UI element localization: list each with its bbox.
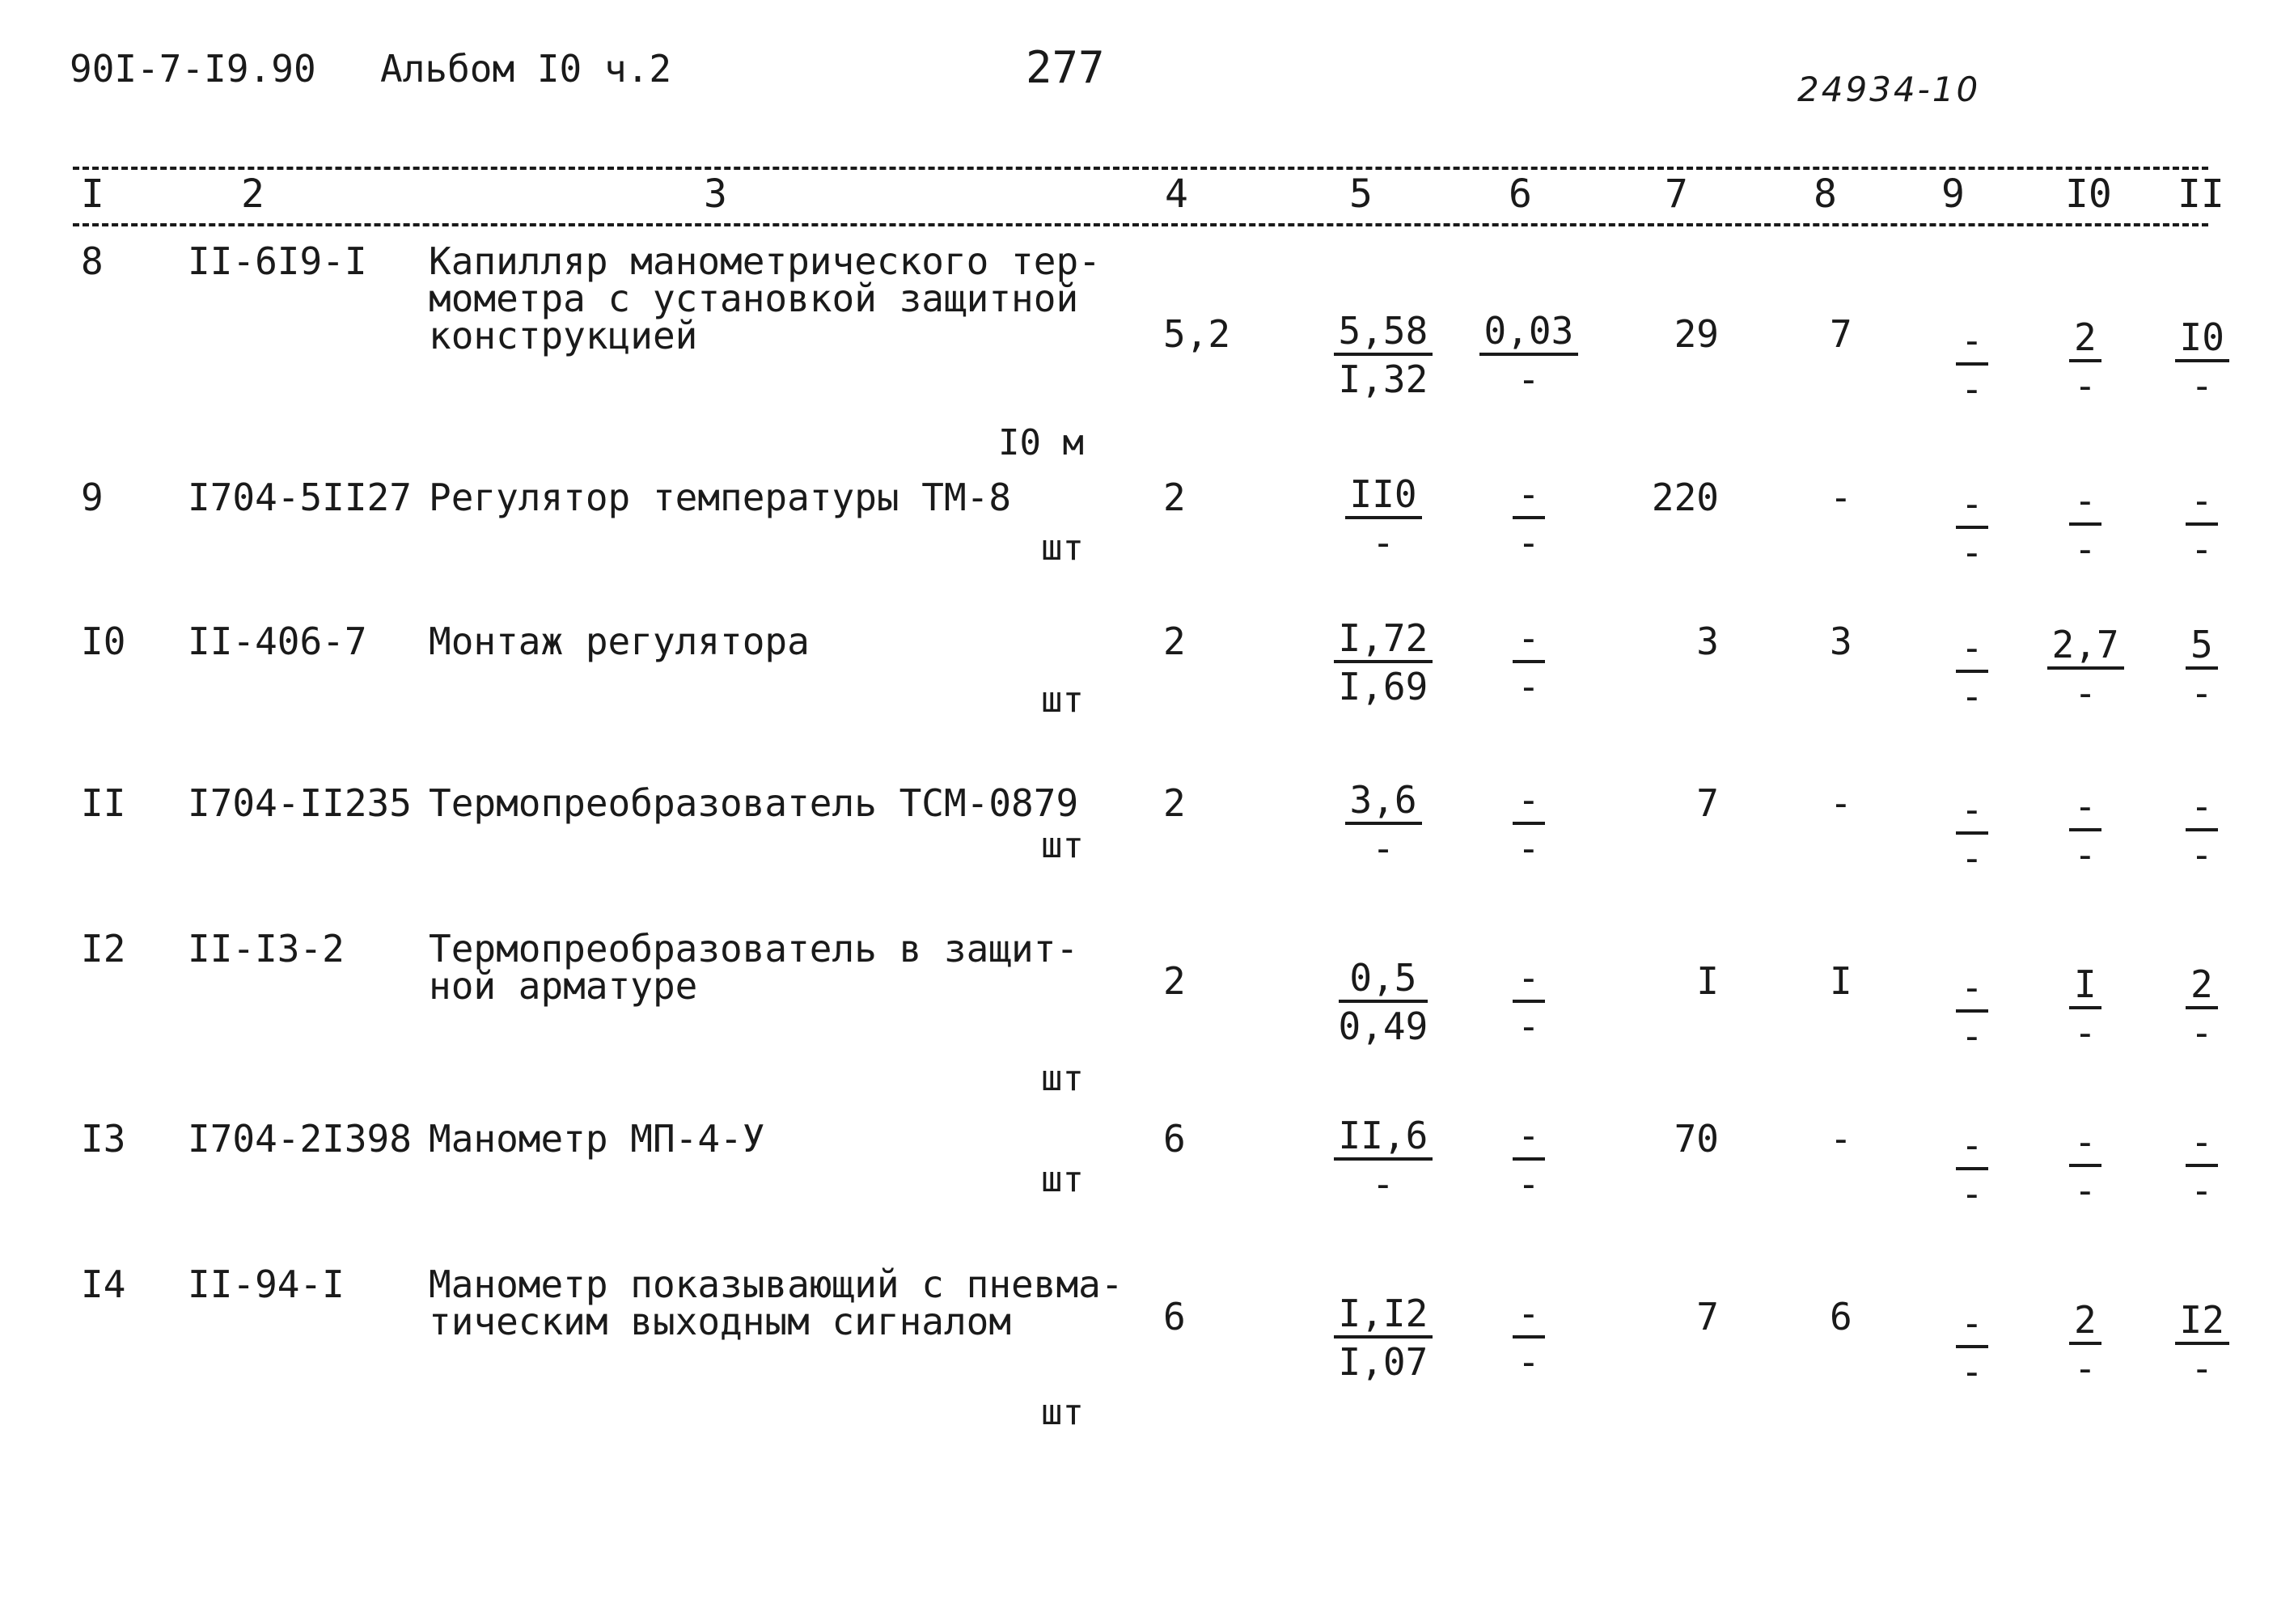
row-quantity: 2 <box>1163 959 1186 1003</box>
row-col9-fraction-numerator: - <box>1956 967 1988 1013</box>
row-description-line: тическим выходным сигналом <box>429 1300 1012 1343</box>
row-col9-fraction-denominator: - <box>1961 1014 1983 1058</box>
row-col11-fraction <box>2186 1122 2218 1211</box>
column-number-10: I0 <box>2065 171 2112 217</box>
row-col5-fraction-numerator: II0 <box>1345 474 1422 519</box>
row-col6-fraction <box>1513 618 1545 707</box>
column-number-7: 7 <box>1665 171 1688 217</box>
row-col11-fraction-denominator: - <box>2190 833 2213 877</box>
row-col9-fraction <box>1956 789 1988 878</box>
row-col5-fraction-denominator: - <box>1372 827 1395 870</box>
row-quantity: 5,2 <box>1163 312 1231 356</box>
row-col10-fraction <box>2069 480 2101 569</box>
column-number-8: 8 <box>1814 171 1837 217</box>
row-col9-fraction-numerator: - <box>1956 789 1988 835</box>
row-description-line: Манометр МП-4-У <box>429 1117 765 1161</box>
row-code: I704-2I398 <box>188 1117 412 1161</box>
row-col5-fraction-numerator: II,6 <box>1334 1115 1433 1161</box>
row-col9-fraction-numerator: - <box>1956 628 1988 673</box>
row-code: I704-II235 <box>188 781 412 825</box>
row-col11-fraction <box>2186 480 2218 569</box>
row-col10-fraction-numerator: 2 <box>2069 317 2101 362</box>
row-col11-fraction-numerator: 5 <box>2186 624 2218 670</box>
row-col11-fraction-numerator: 2 <box>2186 964 2218 1009</box>
row-col7: I <box>1696 959 1719 1003</box>
row-col5-fraction-denominator: 0,49 <box>1338 1004 1428 1048</box>
row-col6-fraction <box>1513 1115 1545 1204</box>
row-col7: 220 <box>1651 476 1719 519</box>
row-col8: 3 <box>1830 620 1852 663</box>
row-col5-fraction-denominator: - <box>1372 1162 1395 1206</box>
row-col7: 7 <box>1696 1295 1719 1339</box>
row-col6-fraction-numerator: - <box>1513 1293 1545 1339</box>
row-col9-fraction-denominator: - <box>1961 531 1983 574</box>
row-col8: - <box>1830 1117 1852 1161</box>
row-col5-fraction-numerator: 0,5 <box>1339 958 1428 1003</box>
row-col11-fraction-denominator: - <box>2190 364 2214 408</box>
row-col10-fraction-numerator: 2,7 <box>2047 624 2124 670</box>
row-quantity: 2 <box>1163 620 1186 663</box>
row-col5-fraction <box>1334 1115 1433 1204</box>
row-col6-fraction-denominator: - <box>1517 1162 1540 1206</box>
row-number: I2 <box>81 927 126 971</box>
row-description-line: Монтаж регулятора <box>429 620 810 663</box>
row-col6-fraction-numerator: - <box>1513 780 1545 825</box>
row-col7: 70 <box>1674 1117 1719 1161</box>
row-col5-fraction-numerator: I,I2 <box>1334 1293 1433 1339</box>
row-unit: шт <box>1041 1159 1084 1200</box>
row-col8: - <box>1830 476 1852 519</box>
row-code: II-I3-2 <box>188 927 345 971</box>
row-col6-fraction <box>1513 1293 1545 1382</box>
row-col10-fraction-numerator: I <box>2069 964 2101 1009</box>
row-col9-fraction-denominator: - <box>1961 1350 1983 1394</box>
row-col6-fraction-numerator: - <box>1513 474 1545 519</box>
row-col5-fraction <box>1334 311 1433 400</box>
row-number: I3 <box>81 1117 126 1161</box>
row-col10-fraction-numerator: - <box>2069 786 2101 831</box>
row-code: II-406-7 <box>188 620 367 663</box>
row-col7: 7 <box>1696 781 1719 825</box>
row-col10-fraction-denominator: - <box>2074 671 2097 715</box>
row-col6-fraction-denominator: - <box>1517 521 1540 565</box>
album-label: Альбом I0 ч.2 <box>380 47 672 91</box>
row-unit: I0 м <box>998 422 1084 463</box>
row-col6-fraction <box>1513 958 1545 1047</box>
row-col11-fraction-denominator: - <box>2190 671 2213 715</box>
row-description-line: Термопреобразователь ТСМ-0879 <box>429 781 1079 825</box>
row-col10-fraction-denominator: - <box>2074 1347 2097 1390</box>
row-col10-fraction-denominator: - <box>2074 1169 2097 1212</box>
row-col9-fraction-denominator: - <box>1961 675 1983 718</box>
row-col9-fraction <box>1956 484 1988 573</box>
row-col5-fraction-numerator: 3,6 <box>1345 780 1422 825</box>
column-number-2: 2 <box>241 171 265 217</box>
column-number-4: 4 <box>1165 171 1188 217</box>
row-col5-fraction <box>1339 958 1428 1047</box>
column-number-9: 9 <box>1941 171 1965 217</box>
row-code: I704-5II27 <box>188 476 412 519</box>
row-col10-fraction <box>2069 964 2101 1053</box>
row-description-line: ной арматуре <box>429 964 698 1008</box>
row-col8: 7 <box>1830 312 1852 356</box>
row-col10-fraction-denominator: - <box>2074 364 2097 408</box>
row-col10-fraction-denominator: - <box>2074 833 2097 877</box>
row-description-line: Манометр показывающий с пневма- <box>429 1262 1124 1306</box>
row-description-line: конструкцией <box>429 314 698 357</box>
row-unit: шт <box>1041 825 1084 866</box>
row-code: II-6I9-I <box>188 239 367 283</box>
row-col11-fraction <box>2186 624 2218 713</box>
row-unit: шт <box>1041 527 1084 569</box>
row-number: I0 <box>81 620 126 663</box>
column-number-1: I <box>81 171 104 217</box>
row-col7: 29 <box>1674 312 1719 356</box>
row-col10-fraction <box>2069 1300 2101 1389</box>
header-top-rule <box>73 167 2208 170</box>
row-col6-fraction-denominator: - <box>1517 827 1540 870</box>
row-col11-fraction-denominator: - <box>2190 527 2213 571</box>
row-col11-fraction <box>2186 964 2218 1053</box>
row-col6-fraction-numerator: - <box>1513 1115 1545 1161</box>
row-quantity: 2 <box>1163 781 1186 825</box>
row-col5-fraction <box>1334 618 1433 707</box>
row-col6-fraction <box>1479 311 1579 400</box>
page-number: 277 <box>1026 42 1105 93</box>
row-col9-fraction-numerator: - <box>1956 1125 1988 1170</box>
row-col7: 3 <box>1696 620 1719 663</box>
row-col6-fraction <box>1513 780 1545 869</box>
row-col10-fraction-denominator: - <box>2074 1011 2097 1055</box>
row-col10-fraction <box>2069 786 2101 875</box>
row-col5-fraction <box>1345 474 1422 563</box>
row-description-line: Регулятор температуры ТМ-8 <box>429 476 1012 519</box>
row-col11-fraction-numerator: I2 <box>2175 1300 2229 1345</box>
row-col5-fraction <box>1334 1293 1433 1382</box>
row-col5-fraction <box>1345 780 1422 869</box>
row-col10-fraction <box>2047 624 2124 713</box>
row-col5-fraction-denominator: - <box>1372 521 1395 565</box>
row-col11-fraction-numerator: I0 <box>2175 317 2229 362</box>
row-number: II <box>81 781 126 825</box>
row-col9-fraction <box>1956 1125 1988 1214</box>
row-col5-fraction-denominator: I,07 <box>1338 1340 1428 1384</box>
row-number: 8 <box>81 239 104 283</box>
row-col10-fraction-numerator: - <box>2069 480 2101 526</box>
row-col9-fraction <box>1956 1303 1988 1392</box>
document-code: 90I-7-I9.90 <box>70 47 316 91</box>
handwritten-code: 24934-10 <box>1797 70 1981 109</box>
row-col8: I <box>1830 959 1852 1003</box>
row-description-line: Термопреобразователь в защит- <box>429 927 1079 971</box>
row-col10-fraction-numerator: - <box>2069 1122 2101 1167</box>
row-col11-fraction-denominator: - <box>2190 1011 2213 1055</box>
row-col8: - <box>1830 781 1852 825</box>
column-number-6: 6 <box>1509 171 1532 217</box>
row-number: I4 <box>81 1262 126 1306</box>
row-col10-fraction <box>2069 1122 2101 1211</box>
row-col6-fraction-numerator: 0,03 <box>1479 311 1579 356</box>
row-col11-fraction <box>2186 786 2218 875</box>
row-quantity: 2 <box>1163 476 1186 519</box>
row-col10-fraction-numerator: 2 <box>2069 1300 2101 1345</box>
row-col10-fraction-denominator: - <box>2074 527 2097 571</box>
row-col6-fraction-numerator: - <box>1513 618 1545 663</box>
row-col10-fraction <box>2069 317 2101 406</box>
row-col11-fraction <box>2175 317 2229 406</box>
column-number-5: 5 <box>1349 171 1373 217</box>
row-col9-fraction-numerator: - <box>1956 1303 1988 1348</box>
row-code: II-94-I <box>188 1262 345 1306</box>
row-col9-fraction <box>1956 967 1988 1056</box>
row-col11-fraction-numerator: - <box>2186 1122 2218 1167</box>
row-col6-fraction-denominator: - <box>1517 1004 1540 1048</box>
row-quantity: 6 <box>1163 1295 1186 1339</box>
row-unit: шт <box>1041 679 1084 721</box>
row-col9-fraction <box>1956 628 1988 717</box>
row-col11-fraction-denominator: - <box>2190 1169 2213 1212</box>
row-col5-fraction-denominator: I,32 <box>1338 357 1428 401</box>
column-number-3: 3 <box>704 171 727 217</box>
row-col5-fraction-numerator: 5,58 <box>1334 311 1433 356</box>
row-col9-fraction-denominator: - <box>1961 1172 1983 1216</box>
row-col9-fraction-denominator: - <box>1961 836 1983 880</box>
row-unit: шт <box>1041 1058 1084 1099</box>
row-col9-fraction <box>1956 320 1988 409</box>
row-description-line: Капилляр манометрического тер- <box>429 239 1101 283</box>
row-col5-fraction-numerator: I,72 <box>1334 618 1433 663</box>
row-col6-fraction-numerator: - <box>1513 958 1545 1003</box>
row-number: 9 <box>81 476 104 519</box>
row-unit: шт <box>1041 1392 1084 1433</box>
row-col6-fraction-denominator: - <box>1517 665 1540 708</box>
row-col9-fraction-numerator: - <box>1956 484 1988 529</box>
row-quantity: 6 <box>1163 1117 1186 1161</box>
row-col11-fraction-numerator: - <box>2186 786 2218 831</box>
row-col11-fraction <box>2175 1300 2229 1389</box>
column-number-11: II <box>2178 171 2224 217</box>
row-col6-fraction <box>1513 474 1545 563</box>
row-col11-fraction-numerator: - <box>2186 480 2218 526</box>
row-description-line: мометра с установкой защитной <box>429 277 1079 320</box>
row-col6-fraction-denominator: - <box>1517 357 1540 401</box>
row-col8: 6 <box>1830 1295 1852 1339</box>
header-bottom-rule <box>73 223 2208 226</box>
row-col5-fraction-denominator: I,69 <box>1338 665 1428 708</box>
row-col9-fraction-denominator: - <box>1961 367 1983 411</box>
row-col9-fraction-numerator: - <box>1956 320 1988 366</box>
row-col11-fraction-denominator: - <box>2190 1347 2214 1390</box>
row-col6-fraction-denominator: - <box>1517 1340 1540 1384</box>
